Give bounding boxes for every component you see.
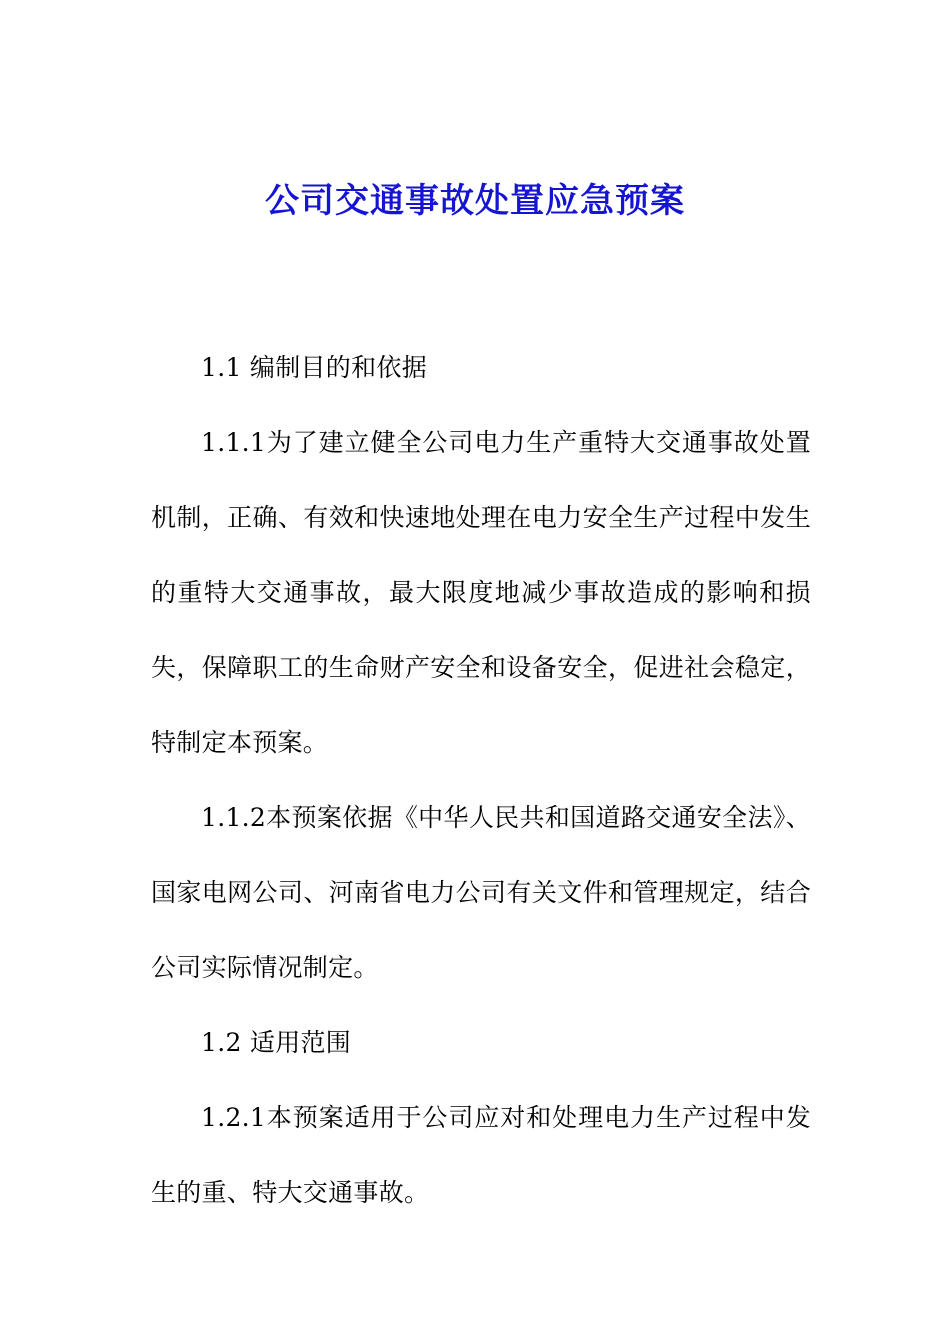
section-heading-1-2: 1.2 适用范围 — [201, 1028, 352, 1057]
paragraph-1-1-1: 1.1.1为了建立健全公司电力生产重特大交通事故处置机制，正确、有效和快速地处理在电力安全生产过程中发生的重特大交通事故，最大限度地减少事故造成的影响和损失，保障职工的生命财产安全和设备安全，促进社会稳定，特制定本预案。 — [151, 428, 811, 757]
document-body — [151, 330, 811, 1230]
paragraph-1-1-2: 1.1.2本预案依据《中华人民共和国道路交通安全法》、国家电网公司、河南省电力公司有关文件和管理规定，结合公司实际情况制定。 — [151, 803, 811, 982]
paragraph-1-2-1: 1.2.1本预案适用于公司应对和处理电力生产过程中发生的重、特大交通事故。 — [151, 1103, 811, 1207]
section-heading-1-1: 1.1 编制目的和依据 — [201, 353, 428, 382]
page-title: 公司交通事故处置应急预案 — [265, 181, 685, 221]
